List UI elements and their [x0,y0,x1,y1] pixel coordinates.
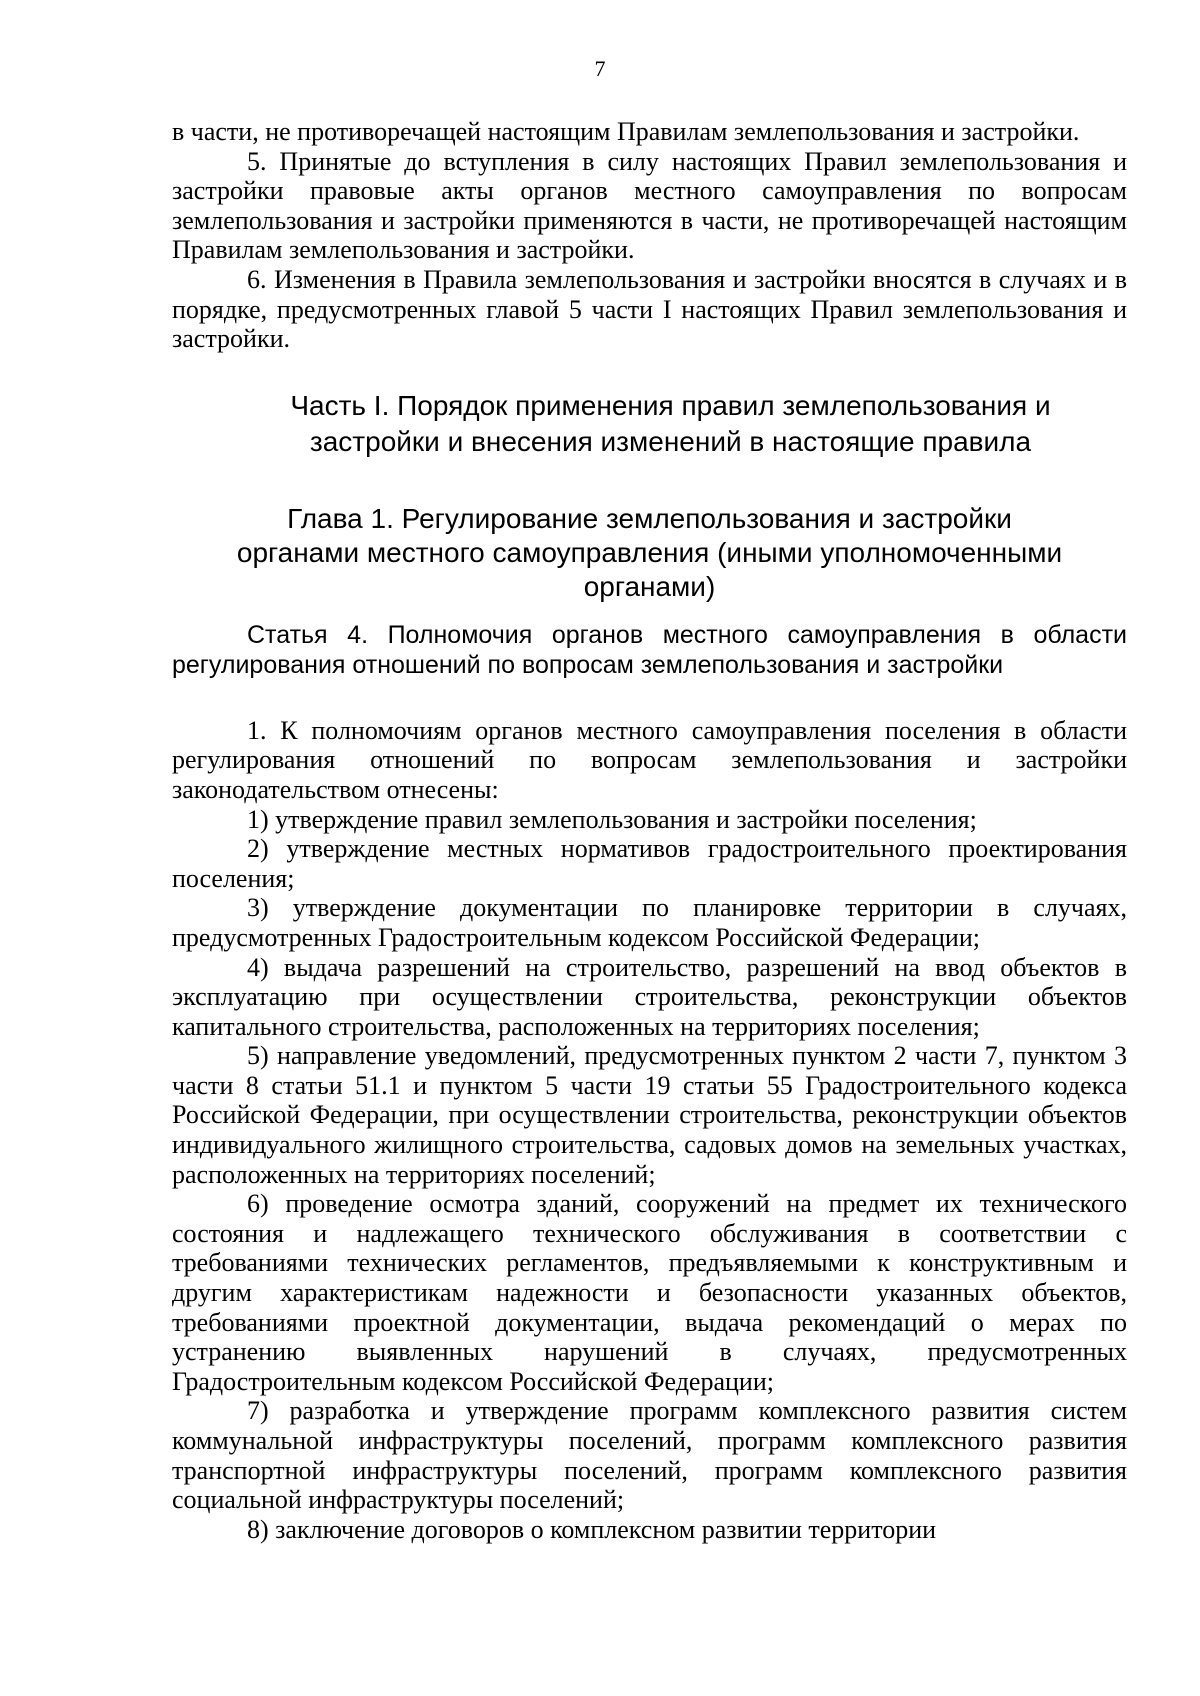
list-item-5: 5) направление уведомлений, предусмотренных пунктом 2 части 7, пунктом 3 части 8 статьи 51.1 и пунктом 5 части 19 статьи 55 Градостроительного кодекса Российской Федерации, при осуществлении строительства, реконструкции объектов индивидуального жилищного строительства, садовых домов на земельных участках, расположенных на территориях поселений; [172,1041,1127,1189]
part-heading-line-1: Часть I. Порядок применения правил землепользования и [290,389,1051,421]
document-body [172,117,1127,1544]
chapter-heading-line-3: органами) [583,570,716,602]
article-paragraph-1: 1. К полномочиям органов местного самоуправления поселения в области регулирования отношений по вопросам землепользования и застройки законодательством отнесены: [172,715,1127,804]
list-item-2: 2) утверждение местных нормативов градостроительного проектирования поселения; [172,834,1127,893]
list-item-7: 7) разработка и утверждение программ комплексного развития систем коммунальной инфраструктуры поселений, программ комплексного развития транспортной инфраструктуры поселений, программ комплексного развития социальной инфраструктуры поселений; [172,1396,1127,1515]
chapter-heading-line-1: Глава 1. Регулирование землепользования и застройки [287,502,1012,534]
chapter-heading [172,502,1127,604]
list-item-3: 3) утверждение документации по планировке территории в случаях, предусмотренных Градостроительным кодексом Российской Федерации; [172,893,1127,952]
paragraph-5: 5. Принятые до вступления в силу настоящих Правил землепользования и застройки правовые акты органов местного самоуправления по вопросам землепользования и застройки применяются в части, не противоречащей настоящим Правилам землепользования и застройки. [172,146,1127,265]
chapter-heading-line-2: органами местного самоуправления (иными уполномоченными [236,536,1063,568]
part-heading-line-2: застройки и внесения изменений в настоящие правила [309,425,1032,457]
part-heading [172,388,1127,460]
paragraph-continuation: в части, не противоречащей настоящим Правилам землепользования и застройки. [172,117,1080,146]
list-item-1: 1) утверждение правил землепользования и застройки поселения; [247,804,977,834]
page-number: 7 [594,56,606,81]
list-item-4: 4) выдача разрешений на строительство, разрешений на ввод объектов в эксплуатацию при осуществлении строительства, реконструкции объектов капитального строительства, расположенных на территориях поселения; [172,952,1127,1041]
article-heading: Статья 4. Полномочия органов местного самоуправления в области регулирования отношений по вопросам землепользования и застройки [172,620,1127,679]
list-item-8: 8) заключение договоров о комплексном развитии территории [247,1514,937,1544]
list-item-6: 6) проведение осмотра зданий, сооружений на предмет их технического состояния и надлежащего технического обслуживания в соответствии с требованиями технических регламентов, предъявляемыми к конструктивным и другим характеристикам надежности и безопасности указанных объектов, требованиями проектной документации, выдача рекомендаций о мерах по устранению выявленных нарушений в случаях, предусмотренных Градостроительным кодексом Российской Федерации; [172,1189,1127,1396]
paragraph-6: 6. Изменения в Правила землепользования и застройки вносятся в случаях и в порядке, предусмотренных главой 5 части I настоящих Правил землепользования и застройки. [172,264,1127,354]
